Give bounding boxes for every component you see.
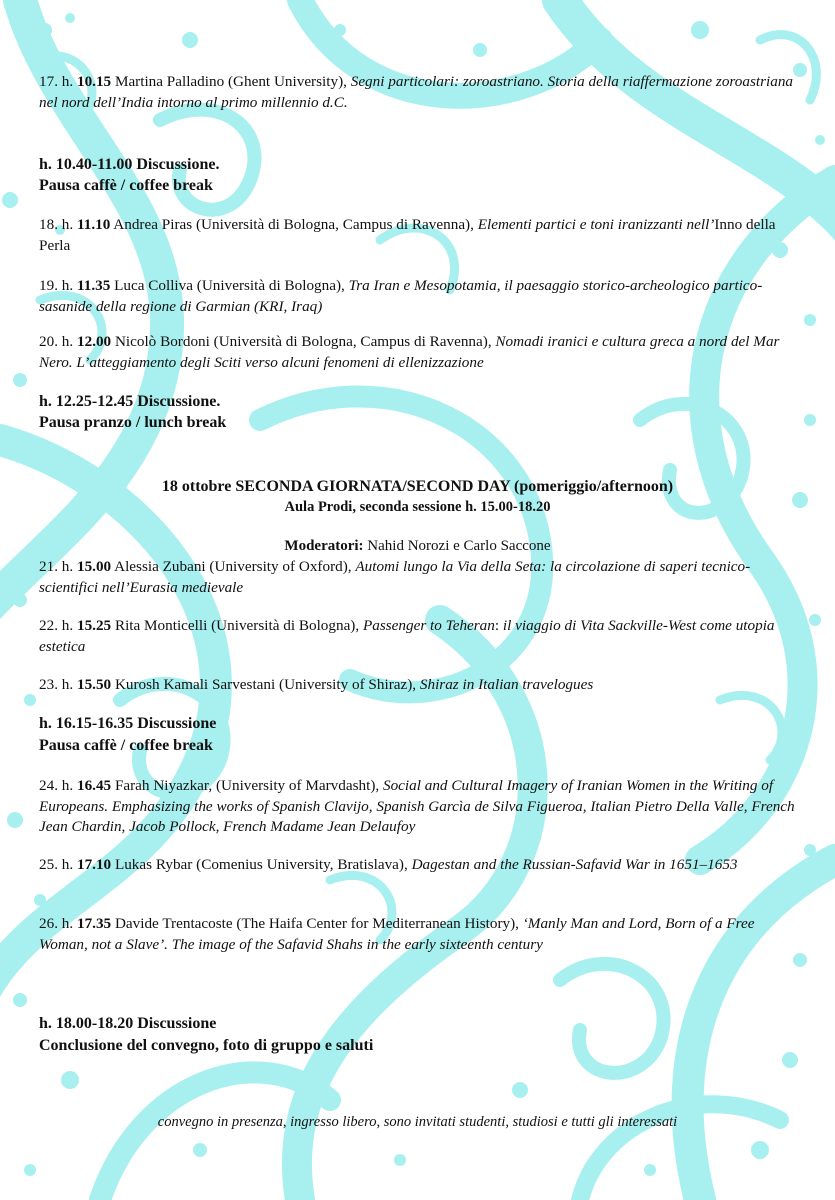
talk-time: 17.35 — [76, 915, 112, 932]
talk-title: ‘Manly Man and Lord, Born of a Free Woman, not a Slave’. The image of the Safavid Shahs in the early sixteenth century — [39, 915, 755, 953]
talk-speaker: Andrea Piras (Università di Bologna, Campus di Ravenna), — [113, 216, 478, 233]
talk-speaker: Alessia Zubani (University of Oxford), — [114, 558, 356, 575]
talk-title: Tra Iran e Mesopotamia, il paesaggio storico-archeologico partico-sasanide della regione di Garmian (KRI, Iraq) — [39, 277, 763, 315]
talk-21 — [39, 557, 799, 598]
session-info: Aula Prodi, seconda sessione h. 15.00-18.20 — [284, 499, 551, 515]
talk-time: 12.00 — [76, 333, 112, 350]
talk-19 — [39, 276, 799, 317]
talk-speaker: Farah Niyazkar, (University of Marvdasht), — [114, 777, 383, 794]
talk-time: 10.15 — [76, 73, 112, 90]
talk-speaker: Kurosh Kamali Sarvestani (University of Shiraz), — [114, 676, 420, 693]
talk-number: 26. h. — [39, 915, 74, 932]
talk-title: Shiraz in Italian travelogues — [419, 676, 594, 693]
talk-17 — [39, 72, 799, 113]
talk-title: Automi lungo la Via della Seta: la circolazione di saperi tecnico-scientifici nell’Eurasia medievale — [39, 558, 751, 596]
talk-time: 17.10 — [76, 856, 112, 873]
talk-22 — [39, 616, 799, 657]
talk-title: Social and Cultural Imagery of Iranian Women in the Writing of Europeans. Emphasizing the works of Spanish Clavijo, Spanish Garcìa de Silva Figueroa, Italian Pietro Della Valle, French Jean Chardin, Jacob Pollock, French Madame Jean Delaufoy — [39, 777, 795, 835]
talk-number: 19. h. — [39, 277, 74, 294]
break-3-title: h. 16.15-16.35 Discussione — [39, 715, 217, 732]
break-2-subtitle: Pausa pranzo / lunch break — [39, 414, 227, 431]
talk-title: Segni particolari: zoroastriano. Storia della riaffermazione zoroastriana nel nord dell’India intorno al primo millennio d.C. — [39, 73, 794, 111]
talk-26 — [39, 914, 799, 955]
talk-20 — [39, 332, 799, 373]
talk-speaker: Luca Colliva (Università di Bologna), — [114, 277, 349, 294]
talk-time: 11.10 — [76, 216, 111, 233]
footer-note: convegno in presenza, ingresso libero, sono invitati studenti, studiosi e tutti gli interessati — [157, 1114, 678, 1130]
break-2-title: h. 12.25-12.45 Discussione. — [39, 393, 221, 410]
closing-subtitle: Conclusione del convegno, foto di gruppo e saluti — [39, 1037, 374, 1054]
talk-18 — [39, 215, 799, 256]
break-1-subtitle: Pausa caffè / coffee break — [39, 177, 213, 194]
closing-title: h. 18.00-18.20 Discussione — [39, 1015, 217, 1032]
talk-time: 11.35 — [76, 277, 111, 294]
talk-number: 23. h. — [39, 676, 74, 693]
talk-24 — [39, 776, 799, 838]
break-1-title: h. 10.40-11.00 Discussione. — [39, 156, 220, 173]
talk-number: 17. h. — [39, 73, 74, 90]
talk-number: 18. h. — [39, 216, 74, 233]
moderators-line — [0, 538, 835, 555]
talk-title-plain: Inno della Perla — [39, 216, 776, 254]
talk-number: 24. h. — [39, 777, 74, 794]
talk-speaker: Lukas Rybar (Comenius University, Bratislava), — [114, 856, 412, 873]
talk-number: 21. h. — [39, 558, 74, 575]
talk-time: 15.50 — [76, 676, 112, 693]
talk-number: 20. h. — [39, 333, 74, 350]
afternoon-heading: 18 ottobre SECONDA GIORNATA/SECOND DAY (pomeriggio/afternoon) — [161, 478, 674, 495]
talk-title: Nomadi iranici e cultura greca a nord del Mar Nero. L’atteggiamento degli Sciti verso alcuni fenomeni di ellenizzazione — [39, 333, 780, 371]
talk-25 — [39, 855, 799, 876]
talk-title: Elementi partici e toni iranizzanti nell’ — [477, 216, 715, 233]
talk-title-plain: : — [494, 617, 503, 634]
talk-23 — [39, 675, 799, 696]
talk-speaker: Rita Monticelli (Università di Bologna), — [114, 617, 363, 634]
moderators-names: Nahid Norozi e Carlo Saccone — [363, 538, 551, 554]
talk-time: 15.00 — [76, 558, 112, 575]
talk-title: Dagestan and the Russian-Safavid War in 1651–1653 — [411, 856, 738, 873]
talk-speaker: Nicolò Bordoni (Università di Bologna, Campus di Ravenna), — [114, 333, 496, 350]
talk-time: 15.25 — [76, 617, 112, 634]
talk-number: 25. h. — [39, 856, 74, 873]
talk-speaker: Davide Trentacoste (The Haifa Center for Mediterranean History), — [114, 915, 523, 932]
talk-speaker: Martina Palladino (Ghent University), — [114, 73, 351, 90]
talk-title-continued: il viaggio di Vita Sackville-West come utopia estetica — [39, 617, 775, 655]
break-3-subtitle: Pausa caffè / coffee break — [39, 737, 213, 754]
talk-number: 22. h. — [39, 617, 74, 634]
talk-title: Passenger to Teheran — [362, 617, 495, 634]
talk-time: 16.45 — [76, 777, 112, 794]
moderators-label: Moderatori: — [284, 538, 364, 554]
